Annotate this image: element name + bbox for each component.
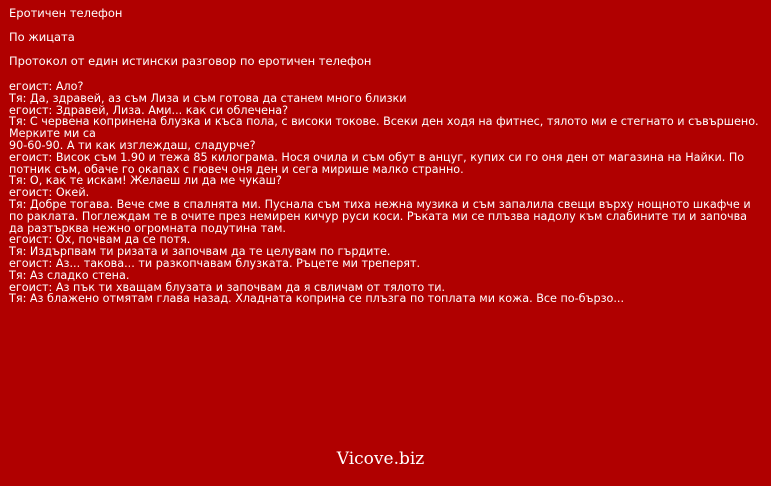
- category-label: По жицата: [9, 30, 75, 44]
- dialogue-line: Тя: Издърпвам ти ризата и започвам да те целувам по гърдите.: [9, 245, 391, 259]
- article: [9, 6, 761, 305]
- dialogue: [9, 81, 761, 305]
- dialogue-line: Тя: О, как те искам! Желаеш ли да ме чукаш?: [9, 174, 282, 188]
- site-footer-link[interactable]: Vicove.biz: [336, 449, 425, 469]
- dialogue-line: Тя: Да, здравей, аз съм Лиза и съм готова да станем много близки: [9, 91, 407, 105]
- page-title: Еротичен телефон: [9, 6, 123, 20]
- dialogue-line: Тя: Аз сладко стена.: [9, 268, 130, 282]
- dialogue-line: егоист: Ох, почвам да се потя.: [9, 233, 191, 247]
- dialogue-line: Тя: Добре тогава. Вече сме в спалнята ми. Пуснала съм тиха нежна музика и съм запалила свещи върху нощното шкафче и по раклата. Поглеждам те в очите през немирен кичур руси коси. Ръката ми се плъзва надолу към слабините ти и започва да разтърква нежно огромната подутина там.: [9, 197, 751, 235]
- dialogue-line: егоист: Окей.: [9, 186, 90, 200]
- article-intro: Протокол от един истински разговор по еротичен телефон: [9, 54, 372, 68]
- dialogue-line: егоист: Аз... такова... ти разкопчавам блузката. Ръцете ми треперят.: [9, 256, 421, 270]
- dialogue-line: егоист: Здравей, Лиза. Ами... как си облечена?: [9, 103, 289, 117]
- dialogue-line: 90-60-90. А ти как изглеждаш, сладурче?: [9, 138, 256, 152]
- dialogue-line: Тя: Аз блажено отмятам глава назад. Хладната коприна се плъзга по топлата ми кожа. Все по-бързо...: [9, 292, 625, 306]
- dialogue-line: егоист: Аз пък ти хващам блузата и започвам да я свличам от тялото ти.: [9, 280, 446, 294]
- dialogue-line: егоист: Висок съм 1.90 и тежа 85 килограма. Нося очила и съм обут в анцуг, купих си го оня ден от магазина на Найки. По потник съм, обаче го окапах с гювеч оня ден и сега мирише малко странно.: [9, 150, 745, 176]
- dialogue-line: Тя: С червена копринена блузка и къса пола, с високи токове. Всеки ден ходя на фитнес, тялото ми е стегнато и съвършено. Мерките ми са: [9, 115, 759, 141]
- dialogue-line: егоист: Ало?: [9, 80, 84, 93]
